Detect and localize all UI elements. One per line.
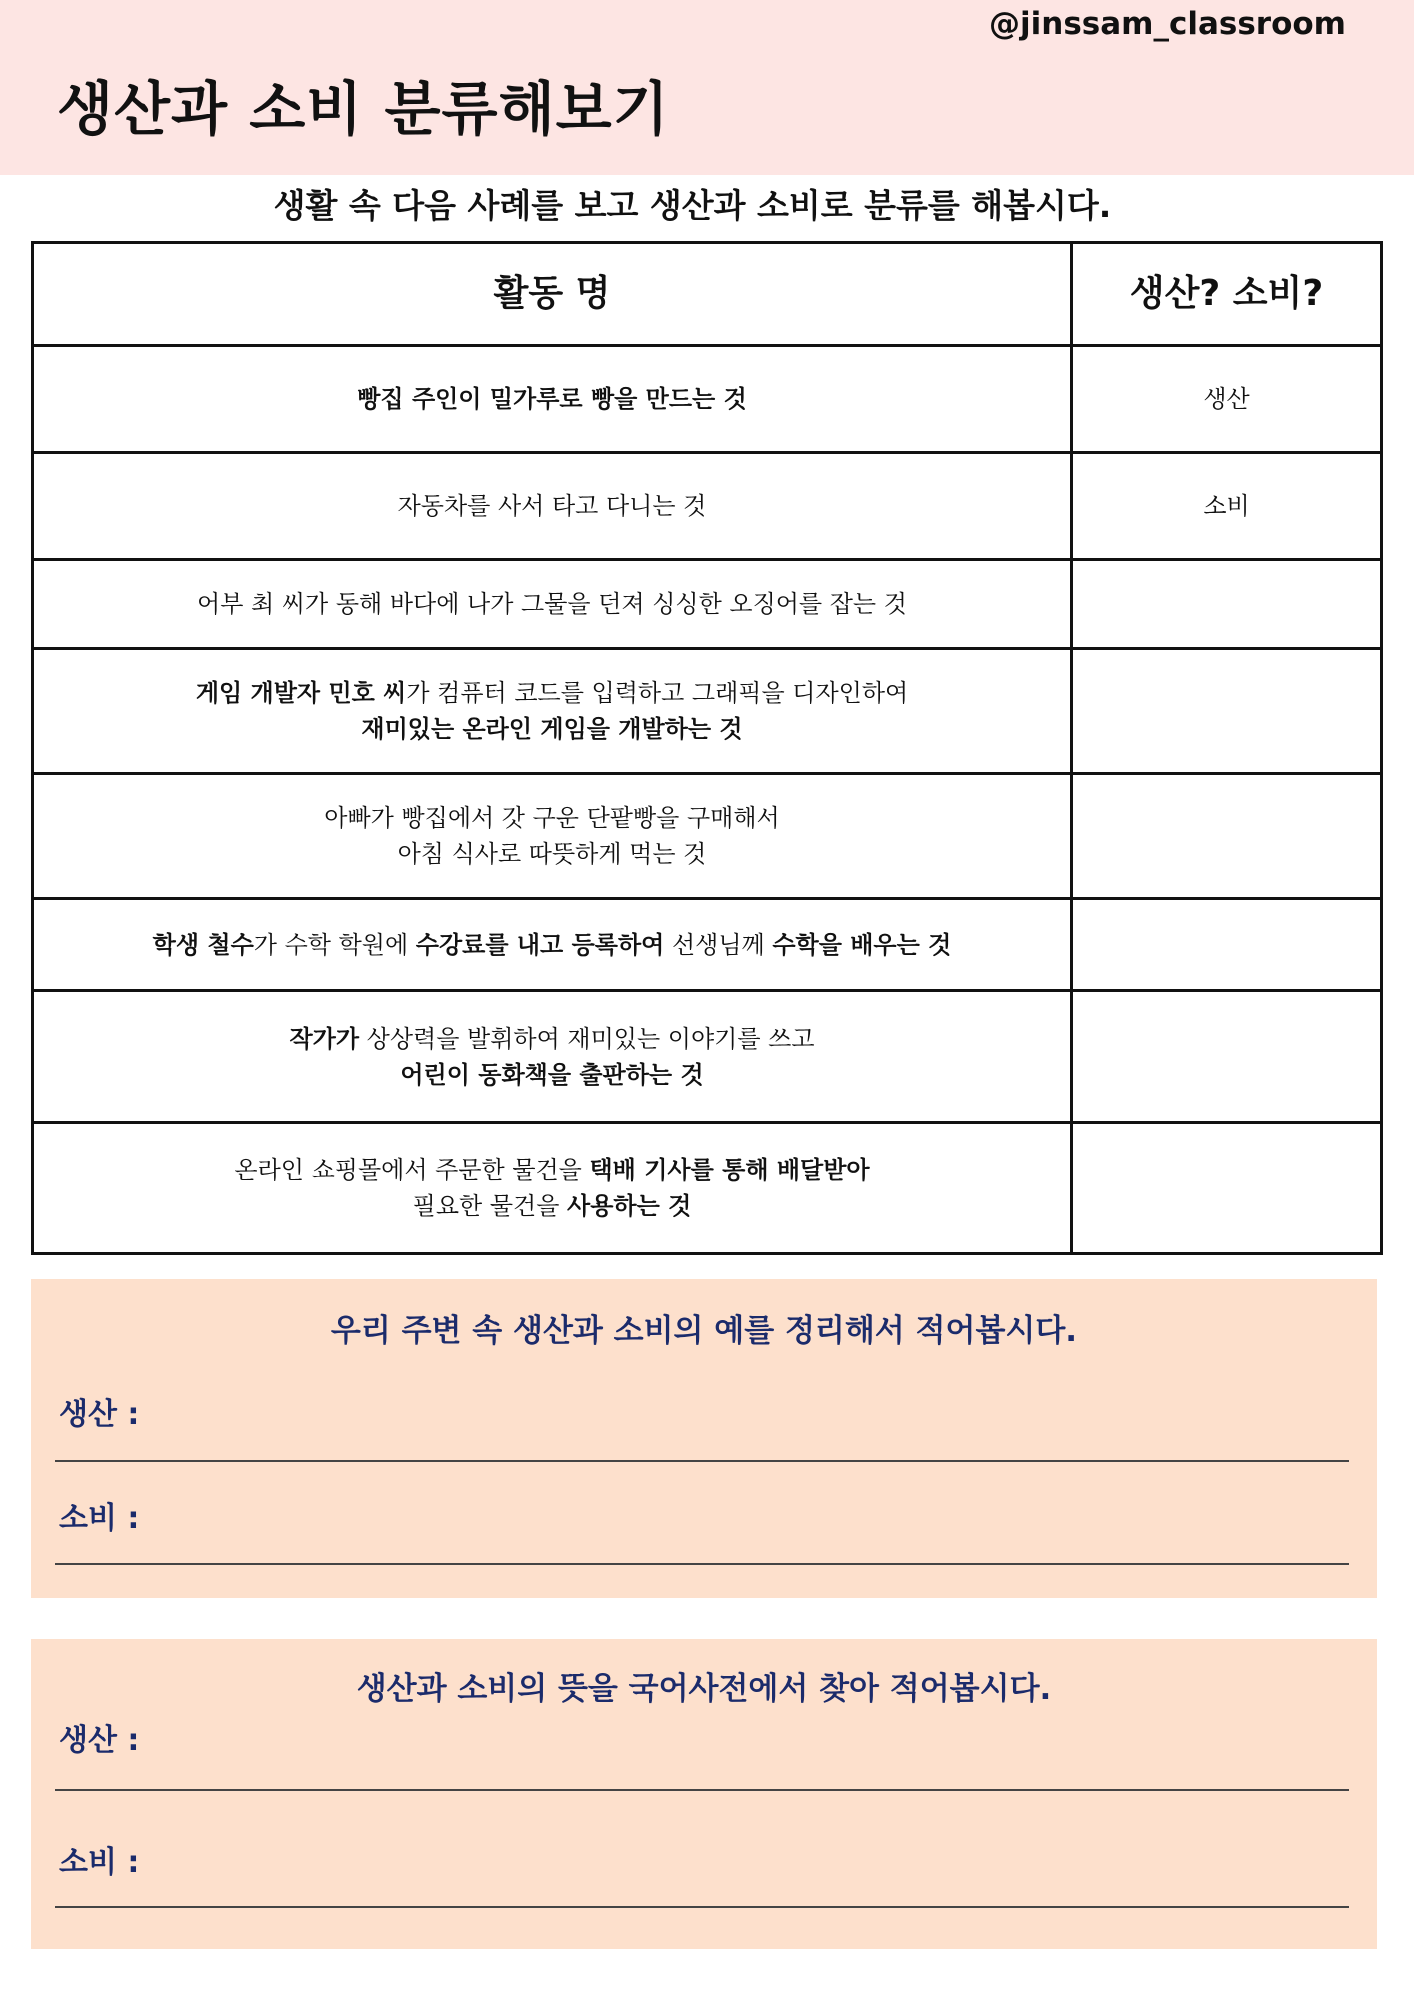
activity-cell bbox=[33, 560, 1072, 649]
answer-cell[interactable] bbox=[1072, 774, 1382, 899]
answer-cell[interactable] bbox=[1072, 649, 1382, 774]
dictionary-consumption-line[interactable] bbox=[55, 1906, 1349, 1908]
answer-cell[interactable] bbox=[1072, 991, 1382, 1123]
activity-cell bbox=[33, 346, 1072, 453]
activity-cell bbox=[33, 991, 1072, 1123]
table-row bbox=[33, 1123, 1382, 1254]
table-body bbox=[33, 346, 1382, 1254]
activity-text: 아침 식사로 따뜻하게 먹는 것 bbox=[397, 840, 707, 868]
answer-cell[interactable] bbox=[1072, 560, 1382, 649]
author-handle: @jinssam_classroom bbox=[989, 6, 1346, 42]
answer-cell[interactable]: 소비 bbox=[1072, 453, 1382, 560]
activity-text: 재미있는 온라인 게임을 개발하는 것 bbox=[361, 715, 743, 743]
activity-text: 어린이 동화책을 출판하는 것 bbox=[400, 1060, 704, 1089]
header-answer: 생산? 소비? bbox=[1072, 243, 1382, 346]
activity-line bbox=[44, 836, 1060, 872]
activity-text: 가 수학 학원에 bbox=[253, 930, 416, 959]
activity-line bbox=[44, 1057, 1060, 1093]
examples-box bbox=[31, 1279, 1377, 1598]
answer-cell[interactable]: 생산 bbox=[1072, 346, 1382, 453]
activity-line bbox=[44, 1021, 1060, 1057]
instruction-text: 생활 속 다음 사례를 보고 생산과 소비로 분류를 해봅시다. bbox=[273, 186, 1112, 225]
dictionary-production-line[interactable] bbox=[55, 1789, 1349, 1791]
examples-production-line[interactable] bbox=[55, 1460, 1349, 1462]
activity-text: 수강료를 내고 등록하여 bbox=[415, 930, 665, 959]
table-header-row bbox=[33, 243, 1382, 346]
table-row bbox=[33, 560, 1382, 649]
activity-text: 어부 최 씨가 동해 바다에 나가 그물을 던져 싱싱한 오징어를 잡는 것 bbox=[197, 590, 907, 618]
examples-production-label: 생산 : bbox=[59, 1397, 140, 1432]
activity-text: 온라인 쇼핑몰에서 주문한 물건을 bbox=[234, 1156, 590, 1184]
activity-text: 가 컴퓨터 코드를 입력하고 그래픽을 디자인하여 bbox=[406, 679, 909, 707]
table-row bbox=[33, 899, 1382, 991]
table-row bbox=[33, 649, 1382, 774]
activity-line bbox=[44, 586, 1060, 622]
activity-line bbox=[44, 1188, 1060, 1224]
activity-cell bbox=[33, 899, 1072, 991]
activity-text: 자동차를 사서 타고 다니는 것 bbox=[397, 492, 707, 520]
header-band bbox=[0, 0, 1414, 175]
activity-text: 게임 개발자 민호 씨 bbox=[195, 679, 407, 707]
activity-line bbox=[44, 381, 1060, 417]
examples-consumption-line[interactable] bbox=[55, 1563, 1349, 1565]
classification-table bbox=[31, 241, 1383, 1255]
activity-cell bbox=[33, 649, 1072, 774]
page-title: 생산과 소비 분류해보기 bbox=[57, 75, 670, 143]
activity-line bbox=[44, 675, 1060, 711]
activity-line bbox=[44, 488, 1060, 524]
dictionary-production-label: 생산 : bbox=[59, 1723, 140, 1758]
activity-line bbox=[44, 1152, 1060, 1188]
header-activity: 활동 명 bbox=[33, 243, 1072, 346]
activity-line bbox=[44, 800, 1060, 836]
activity-text: 선생님께 bbox=[664, 930, 773, 959]
activity-text: 사용하는 것 bbox=[567, 1192, 692, 1220]
activity-text: 아빠가 빵집에서 갓 구운 단팥빵을 구매해서 bbox=[324, 804, 780, 832]
activity-text: 작가가 bbox=[289, 1024, 360, 1053]
activity-text: 상상력을 발휘하여 재미있는 이야기를 쓰고 bbox=[359, 1024, 815, 1053]
dictionary-consumption-label: 소비 : bbox=[59, 1845, 140, 1880]
dictionary-box-title: 생산과 소비의 뜻을 국어사전에서 찾아 적어봅시다. bbox=[356, 1671, 1052, 1707]
activity-line bbox=[44, 711, 1060, 747]
dictionary-box bbox=[31, 1639, 1377, 1949]
activity-cell bbox=[33, 774, 1072, 899]
activity-text: 수학을 배우는 것 bbox=[772, 930, 952, 959]
answer-cell[interactable] bbox=[1072, 1123, 1382, 1254]
activity-text: 필요한 물건을 bbox=[412, 1192, 568, 1220]
examples-box-title: 우리 주변 속 생산과 소비의 예를 정리해서 적어봅시다. bbox=[330, 1313, 1078, 1349]
table-row bbox=[33, 346, 1382, 453]
table-row bbox=[33, 774, 1382, 899]
examples-consumption-label: 소비 : bbox=[59, 1501, 140, 1536]
activity-cell bbox=[33, 453, 1072, 560]
table-row bbox=[33, 991, 1382, 1123]
activity-text: 빵집 주인이 밀가루로 빵을 만드는 것 bbox=[357, 385, 747, 413]
answer-cell[interactable] bbox=[1072, 899, 1382, 991]
activity-line bbox=[44, 927, 1060, 963]
activity-cell bbox=[33, 1123, 1072, 1254]
activity-text: 학생 철수 bbox=[152, 930, 254, 959]
table-row bbox=[33, 453, 1382, 560]
activity-text: 택배 기사를 통해 배달받아 bbox=[589, 1156, 870, 1184]
